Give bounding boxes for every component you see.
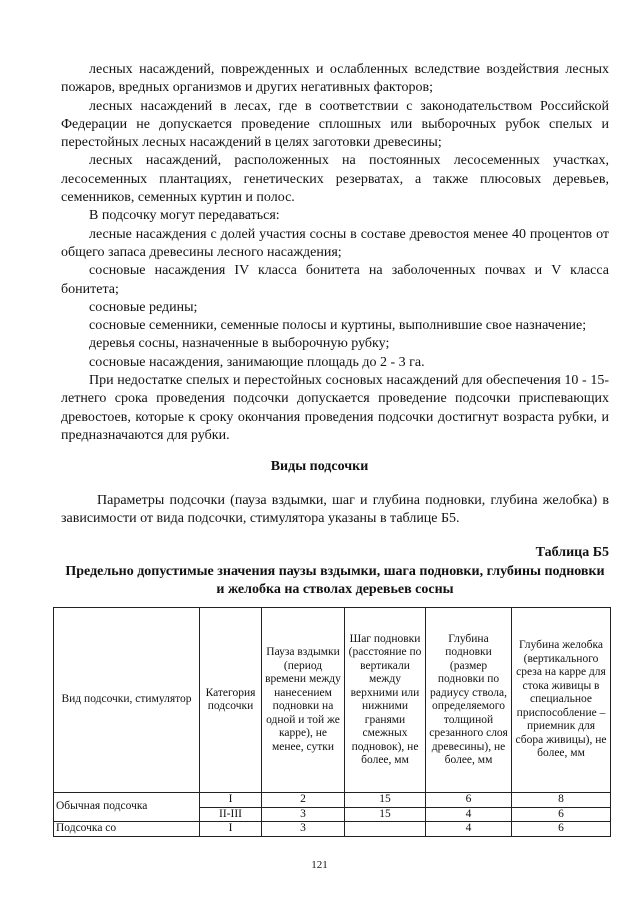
table-caption: Предельно допустимые значения паузы вздымки, шага подновки, глубины подновки и желобка на стволах деревьев сосны — [65, 564, 605, 597]
paragraph: лесных насаждений, поврежденных и ослабленных вследствие воздействия лесных пожаров, вредных организмов и других негативных факторов; — [61, 62, 609, 96]
cell-category: I — [200, 822, 262, 837]
cell-type: Обычная подсочка — [54, 793, 200, 822]
table-header-row — [54, 608, 611, 793]
cell-category: I — [200, 793, 262, 808]
cell-groove: 6 — [512, 807, 611, 822]
cell-pause: 2 — [262, 793, 345, 808]
section-title: Виды подсочки — [270, 459, 369, 474]
paragraph: В подсочку могут передаваться: — [89, 208, 280, 224]
paragraph: сосновые насаждения, занимающие площадь до 2 - 3 га. — [89, 354, 425, 370]
paragraph: сосновые редины; — [89, 299, 198, 315]
header-step: Шаг подновки (расстояние по вертикали между верхними или нижними гранями смежных подновок), не более, мм — [345, 608, 426, 793]
cell-groove: 6 — [512, 822, 611, 837]
paragraph: лесных насаждений в лесах, где в соответствии с законодательством Российской Федерации не допускается проведение сплошных или выборочных рубок спелых и перестойных лесных насаждений в целях заготовки древесины; — [61, 98, 609, 151]
cell-depth: 4 — [426, 807, 512, 822]
header-pause: Пауза вздымки (период времени между нанесением подновки на одной и той же карре), не менее, сутки — [262, 608, 345, 793]
page-number: 121 — [311, 859, 328, 871]
header-category: Категория подсочки — [200, 608, 262, 793]
paragraph: сосновые семенники, семенные полосы и куртины, выполнившие свое назначение; — [89, 318, 587, 334]
cell-groove: 8 — [512, 793, 611, 808]
cell-step — [345, 822, 426, 837]
cell-type: Подсочка со — [54, 822, 200, 837]
header-depth: Глубина подновки (размер подновки по радиусу ствола, определяемого толщиной срезанного слоя древесины), не более, мм — [426, 608, 512, 793]
cell-pause: 3 — [262, 822, 345, 837]
header-groove: Глубина желобка (вертикального среза на карре для стока живицы в специальное приспособление – приемник для сбора живицы), не более, мм — [512, 608, 611, 793]
table-row — [54, 822, 611, 837]
header-type: Вид подсочки, стимулятор — [54, 608, 200, 793]
table-label: Таблица Б5 — [535, 545, 609, 560]
paragraph: лесных насаждений, расположенных на постоянных лесосеменных участках, лесосеменных плантациях, генетических резерватах, а также плюсовых деревьев, семенников, семенных куртин и полос. — [61, 153, 609, 206]
intro-text — [61, 492, 609, 529]
cell-step: 15 — [345, 807, 426, 822]
cell-step: 15 — [345, 793, 426, 808]
intro-paragraph: Параметры подсочки (пауза вздымки, шаг и глубина подновки, глубина желобка) в зависимости от вида подсочки, стимулятора указаны в таблице Б5. — [61, 493, 609, 527]
paragraph: лесные насаждения с долей участия сосны в составе древостоя менее 40 процентов от общего запаса древесины лесного насаждения; — [61, 226, 609, 260]
table-row — [54, 793, 611, 808]
cell-depth: 4 — [426, 822, 512, 837]
cell-pause: 3 — [262, 807, 345, 822]
paragraph: При недостатке спелых и перестойных сосновых насаждений для обеспечения 10 - 15-летнего срока проведения подсочки допускается проведение подсочки приспевающих древостоев, которые к сроку окончания проведения подсочки достигнут возраста рубки, и предназначаются для рубки. — [61, 373, 609, 443]
body-text — [61, 61, 609, 445]
cell-category: II-III — [200, 807, 262, 822]
paragraph: сосновые насаждения IV класса бонитета на заболоченных почвах и V класса бонитета; — [61, 263, 609, 297]
paragraph: деревья сосны, назначенные в выборочную рубку; — [89, 336, 390, 352]
parameters-table — [53, 607, 611, 837]
cell-depth: 6 — [426, 793, 512, 808]
